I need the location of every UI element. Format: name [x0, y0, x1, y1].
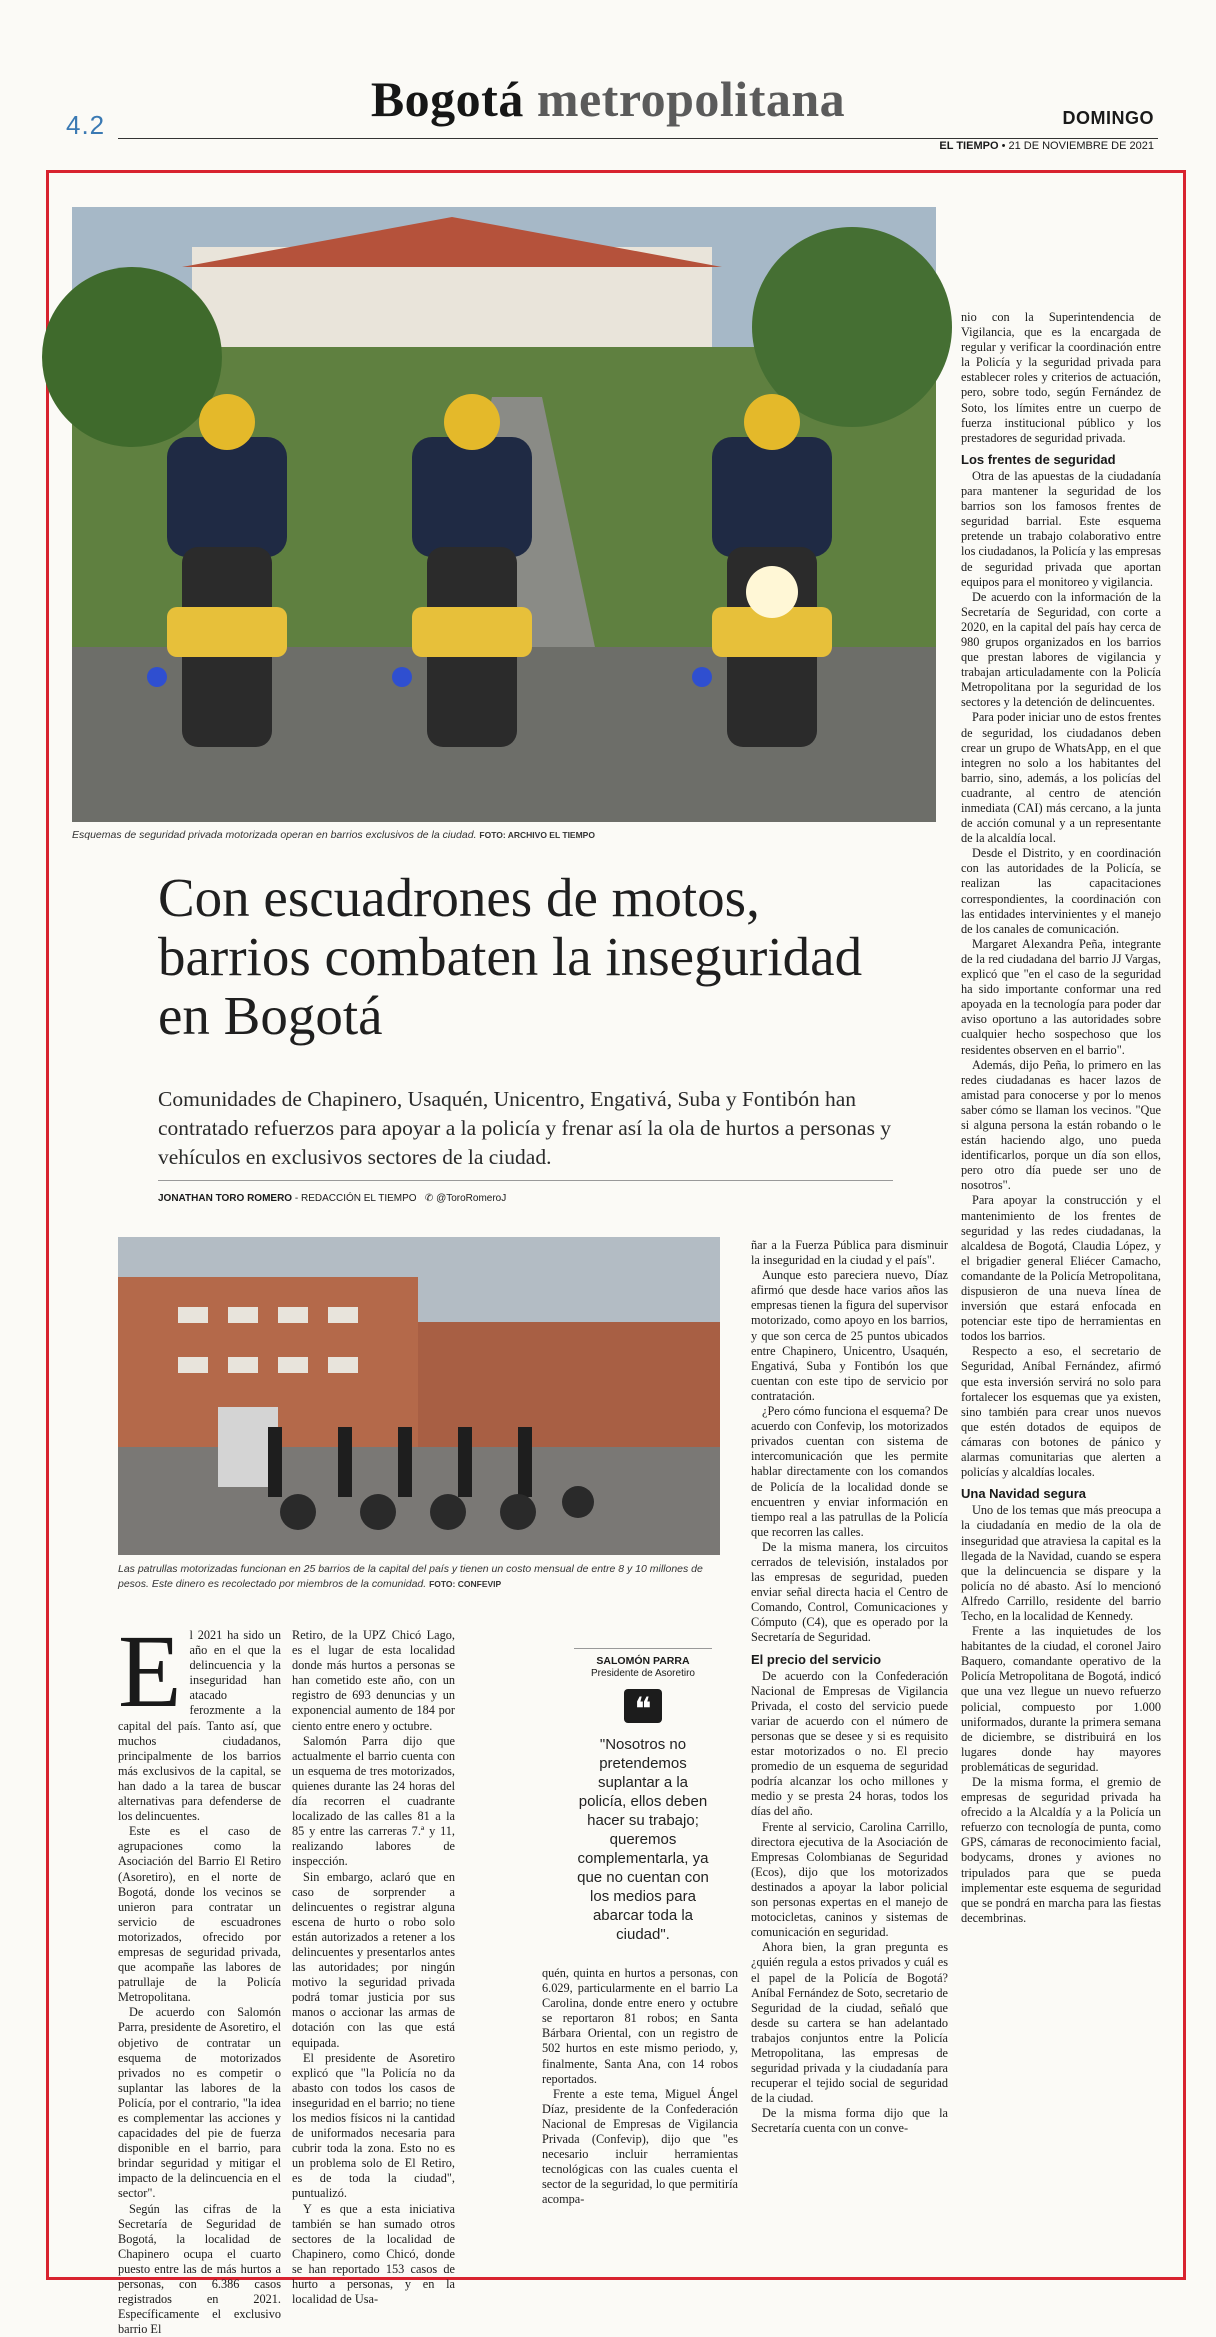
lead-photo [72, 207, 936, 822]
paragraph: Frente a las inquietudes de los habitantes de la ciudad, el coronel Jairo Baquero, comandante operativo de la Policía Metropolitana de Bogotá, indicó que una vez llegue un nuevo refuerzo policial, compuesto por 1.000 uniformados, durante la primera semana de diciembre, se distribuirá en los lugares donde hay mayores problemáticas de seguridad. [961, 1624, 1161, 1774]
paragraph: ¿Pero cómo funciona el esquema? De acuerdo con Confevip, los motorizados privados cuentan con sistema de intercomunicación que les permite hablar directamente con los comandos de Policía de la localidad donde se encuentren y enviar información en tiempo real a las patrullas de la Policía que recorren las calles. [751, 1404, 948, 1539]
lead-photo-credit: FOTO: ARCHIVO EL TIEMPO [479, 830, 595, 840]
paragraph: De acuerdo con Salomón Parra, presidente de Asoretiro, el objetivo de contratar un esquema de motorizados privados no es competir o suplantar las labores de la Policía, por el contrario, "la idea es complementar las acciones y capacidades del pie de fuerza disponible en el barrio, para brindar seguridad y mitigar el impacto de la delincuencia en el sector". [118, 2005, 281, 2201]
issue-date: • 21 DE NOVIEMBRE DE 2021 [1001, 140, 1154, 152]
deck: Comunidades de Chapinero, Usaquén, Unicentro, Engativá, Suba y Fontibón han contratado refuerzos para apoyar a la policía y frenar así la ola de hurtos a personas y vehículos en exclusivos sectores de la ciudad. [158, 1087, 892, 1169]
paragraph: Para poder iniciar uno de estos frentes de seguridad, los ciudadanos deben crear un grupo de WhatsApp, en el que integren no solo a los habitantes del barrio, sino, además, a los policías del cuadrante, al centro de atención inmediata (CAI) más cercano, a la junta de acción comunal y a un representante de la alcaldía local. [961, 710, 1161, 846]
subhead-frentes: Los frentes de seguridad [961, 451, 1116, 467]
quote-mark-icon: ❝ [624, 1689, 662, 1723]
article-column-5 [961, 310, 1161, 1926]
subhead-precio: El precio del servicio [751, 1651, 882, 1667]
paragraph: Para apoyar la construcción y el mantenimiento de los frentes de seguridad y las redes ciudadanas, la alcaldesa de Bogotá, Claudia López, y el brigadier general Eliécer Camacho, comandante de la Policía Metropolitana, dispusieron de una nueva línea de inversión que estará enfocada en potenciar este tipo de herramientas en todos los barrios. [961, 1193, 1161, 1344]
quote-rule [574, 1648, 712, 1649]
paragraph: El presidente de Asoretiro explicó que "la Policía no da abasto con todos los casos de inseguridad en el barrio; no tiene los medios físicos ni la cantidad de uniformados necesaria para cubrir toda la zona. Esto no es un problema solo de El Retiro, es de toda la ciudad", puntualizó. [292, 2050, 455, 2201]
paragraph: Además, dijo Peña, lo primero en las redes ciudadanas es hacer lazos de amistad para conocerse y por lo menos saber cómo se llaman los vecinos. "Que si alguna persona la están robando o le están haciendo algo, uno pueda identificarlos, porque un día son ellos, pero otro día puede ser uno de nosotros". [961, 1057, 1161, 1193]
paragraph: Margaret Alexandra Peña, integrante de la red ciudadana del barrio JJ Vargas, explicó que "en el caso de la seguridad ha sido importante conformar una red apoyada en la tecnología para poder dar aviso oportuno a las autoridades sobre cualquier hecho sospechoso que los residentes observen en el barrio". [961, 936, 1161, 1057]
secondary-photo-caption-text: Las patrullas motorizadas funcionan en 25 barrios de la capital del país y tienen un costo mensual de entre 8 y 10 millones de pesos. Este dinero es recolectado por miembros de la comunidad. [118, 1563, 703, 1590]
paragraph: ñar a la Fuerza Pública para disminuir la inseguridad en la ciudad y el país". [751, 1238, 948, 1268]
paragraph: Uno de los temas que más preocupa a la ciudadanía en medio de la ola de inseguridad que atraviesa la capital es la llegada de la Navidad, cuando se espera que la delincuencia se dispare y la policía no dé abasto. Así lo mencionó Alfredo Carrillo, residente del barrio Techo, en la localidad de Kennedy. [961, 1503, 1161, 1623]
paragraph: Retiro, de la UPZ Chicó Lago, es el lugar de esta localidad donde más hurtos a personas se han cometido este año, con un registro de 693 denuncias y un exponencial aumento de 184 por ciento entre enero y octubre. [292, 1628, 455, 1733]
paragraph: De la misma forma dijo que la Secretaría cuenta con un conve- [751, 2106, 948, 2136]
headline: Con escuadrones de motos, barrios combaten la inseguridad en Bogotá [158, 867, 863, 1046]
paragraph: nio con la Superintendencia de Vigilancia, que es la encargada de regular y verificar la coordinación entre la Policía y la seguridad privada para establecer roles y criterios de actuación, pero, sobre todo, según Fernández de Soto, los límites entre un cuerpo de fuerza institucional público y los prestadores de seguridad privada. [961, 310, 1161, 445]
paragraph: l 2021 ha sido un año en el que la delincuencia y la inseguridad han atacado ferozmente a la capital del país. Tanto así, que muchos ciudadanos, principalmente de los barrios más exclusivos de la capital, se han dado a la tarea de buscar alternativas para defenderse de los delincuentes. [118, 1628, 281, 1824]
page-number: 4.2 [66, 110, 106, 140]
desk: - REDACCIÓN EL TIEMPO [294, 1193, 417, 1204]
secondary-photo-credit: FOTO: CONFEVIP [429, 1579, 502, 1589]
paragraph: Según las cifras de la Secretaría de Seguridad de Bogotá, la localidad de Chapinero ocupa el cuarto puesto entre las de más hurtos a personas, con 6.386 casos registrados en 2021. Específicamente el exclusivo barrio El [118, 2201, 281, 2337]
twitter-icon: ✆ [424, 1193, 434, 1204]
lead-photo-caption-text: Esquemas de seguridad privada motorizada operan en barrios exclusivos de la ciudad. [72, 829, 477, 841]
secondary-photo [118, 1237, 720, 1555]
paragraph: Y es que a esta iniciativa también se han sumado otros sectores de la localidad de Chapinero, como Chicó, donde se han reportado 153 casos de hurto a personas, y en la localidad de Usa- [292, 2201, 455, 2307]
paragraph: De acuerdo con la Confederación Nacional de Empresas de Vigilancia Privada, el costo del servicio puede variar de acuerdo con el número de personas que se desee y si es requisito estar motorizados o no. El precio promedio de un esquema de seguridad podría alcanzar los ocho millones y medio y se presta 24 horas, todos los días del año. [751, 1668, 948, 1819]
pull-quote [574, 1648, 712, 1944]
paragraph: Desde el Distrito, y en coordinación con las autoridades de la Policía, se realizan las capacitaciones correspondientes, la coordinación con las entidades intervinientes y el manejo de los canales de comunicación. [961, 846, 1161, 936]
article-column-3 [542, 1966, 738, 2208]
section-title-bogota: Bogotá [370, 71, 524, 127]
deck-rule [158, 1180, 893, 1181]
paragraph: quén, quinta en hurtos a personas, con 6.029, particularmente en el barrio La Carolina, donde entre enero y octubre se reportaron 81 robos; en Santa Bárbara Oriental, con un registro de 502 hurtos en este mismo periodo, y, finalmente, Santa Ana, con 14 robos reportados. [542, 1966, 738, 2086]
paragraph: Respecto a eso, el secretario de Seguridad, Aníbal Fernández, afirmó que esta inversión servirá no solo para fortalecer los esquemas que ya existen, sino también para crear unos nuevos que estén dotados de equipos de cámaras con botones de pánico y alarmas comunitarias que alerten a policías y alcaldías locales. [961, 1344, 1161, 1480]
paragraph: Ahora bien, la gran pregunta es ¿quién regula a estos privados y cuál es el papel de la Policía de Bogotá? Aníbal Fernández de Soto, secretario de Seguridad de la ciudad, señaló que desde su cartera se han adelantado trabajos conjuntos entre la Policía Metropolitana, las empresas de seguridad privada y la ciudadanía para recuperar el tejido social de seguridad de la ciudad. [751, 1940, 948, 2106]
paragraph: De la misma forma, el gremio de empresas de seguridad privada ha ofrecido a la Alcaldía y a la Policía un refuerzo con tecnología de punta, como GPS, cámaras de reconocimiento facial, bodycams, drones y aviones no tripulados para que se pueda implementar este esquema de seguridad que se pondrá en marcha para las fiestas decembrinas. [961, 1775, 1161, 1925]
paragraph: Salomón Parra dijo que actualmente el barrio cuenta con un esquema de tres motorizados, quienes durante las 24 horas del día recorren el cuadrante localizado de las calles 81 a la 85 y entre las carreras 7.ª y 11, realizando labores de inspección. [292, 1733, 455, 1869]
paragraph: Sin embargo, aclaró que en caso de sorprender a delincuentes o registrar alguna escena de hurto o robo solo están autorizados a retener a los delincuentes y presentarlos antes las autoridades; por ningún motivo la seguridad privada podrá tomar justicia por sus manos o accionar las armas de dotación con las que está equipada. [292, 1869, 455, 2050]
lead-photo-illustration [72, 207, 936, 822]
paragraph: Otra de las apuestas de la ciudadanía para mantener la seguridad de los barrios son los famosos frentes de seguridad barrial. Este esquema pretende un trabajo colaborativo entre los ciudadanos, la Policía y las empresas de seguridad privada que aportan equipos para el monitoreo y vigilancia. [961, 468, 1161, 589]
paragraph: Frente a este tema, Miguel Ángel Díaz, presidente de la Confederación Nacional de Empresas de Vigilancia Privada (Confevip), dijo que "es necesario incluir herramientas tecnológicas con las cuales cuenta el sector de la seguridad, lo que permitiría acompa- [542, 2086, 738, 2207]
section-title-metropolitana: metropolitana [536, 71, 846, 127]
quote-role: Presidente de Asoretiro [591, 1668, 695, 1679]
subhead-navidad: Una Navidad segura [961, 1486, 1086, 1502]
weekday: DOMINGO [1062, 108, 1154, 128]
article-column-2 [292, 1628, 455, 2307]
quote-name: SALOMÓN PARRA [596, 1655, 690, 1667]
article-column-4 [751, 1238, 948, 2137]
paragraph: Frente al servicio, Carolina Carrillo, directora ejecutiva de la Asociación de Empresas Colombianas de Seguridad (Ecos), dijo que los motorizados destinados a apoyar la labor policial son personas expertas en el manejo de motocicletas, caninos y sistemas de comunicación en seguridad. [751, 1819, 948, 1940]
paper-name: EL TIEMPO [939, 140, 999, 152]
twitter-handle: @ToroRomeroJ [436, 1193, 507, 1204]
header-rule [118, 138, 1158, 139]
paragraph: De acuerdo con la información de la Secretaría de Seguridad, con corte a 2020, en la capital del país hay cerca de 980 grupos organizados en los barrios que prestan labores de vigilancia y trabajan articuladamente con la Policía Metropolitana por la seguridad de los sectores y la detención de delincuentes. [961, 589, 1161, 710]
dateline [939, 140, 1154, 152]
lead-photo-caption [72, 828, 936, 843]
article-column-1 [118, 1614, 281, 2337]
secondary-photo-caption [118, 1562, 720, 1592]
paragraph: Este es el caso de agrupaciones como la Asociación del Barrio El Retiro (Asoretiro), en el norte de Bogotá, donde los vecinos se unieron para contratar un servicio de escuadrones motorizados, ofrecido por empresas de seguridad privada, que acompañe las labores de patrullaje de la Policía Metropolitana. [118, 1824, 281, 2005]
paragraph: De la misma manera, los circuitos cerrados de televisión, instalados por las empresas de seguridad, pueden enviar señal directa hacia el Centro de Comando, Control, Comunicaciones y Cómputo (C4), que es operado por la Secretaría de Seguridad. [751, 1539, 948, 1645]
author: JONATHAN TORO ROMERO [158, 1193, 293, 1204]
quote-text: "Nosotros no pretendemos suplantar a la policía, ellos deben hacer su trabajo; queremos complementarla, ya que no cuentan con los medios para abarcar toda la ciudad". [577, 1736, 709, 1943]
paragraph: Aunque esto pareciera nuevo, Díaz afirmó que desde hace varios años las empresas tienen la figura del supervisor motorizado, como apoyo en los barrios, y que son cerca de 25 puntos ubicados entre Chapinero, Unicentro, Usaquén, Engativá, Suba y Fontibón los que cuentan con este tipo de servicio por contratación. [751, 1268, 948, 1403]
secondary-photo-illustration [118, 1237, 720, 1555]
dropcap: E [118, 1614, 182, 1729]
section-masthead [0, 70, 1216, 128]
byline [158, 1193, 506, 1204]
